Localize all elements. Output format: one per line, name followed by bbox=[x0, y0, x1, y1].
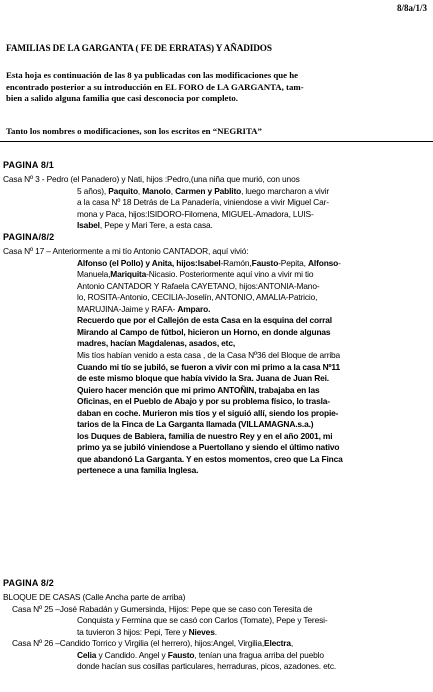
text-run: Antonio CANTADOR Y Rafaela CAYETANO, hijos:ANTONIA-Mano- bbox=[77, 280, 320, 291]
text-line bbox=[3, 174, 300, 184]
text-line bbox=[77, 304, 210, 314]
intro-paragraph bbox=[6, 70, 424, 105]
text-line bbox=[12, 604, 312, 614]
bold-text: Recuerdo que por el Callejón de esta Casa en la esquina del corral bbox=[77, 315, 332, 326]
text-line bbox=[77, 269, 313, 279]
text-run: -Ramón, bbox=[220, 257, 252, 268]
text-line bbox=[77, 385, 319, 395]
bold-text: Alfonso bbox=[308, 257, 339, 268]
bold-text: Mariquita bbox=[110, 269, 147, 280]
text-line bbox=[77, 209, 314, 219]
text-run: Casa Nº 25 –José Rabadán y Gumersinda, Hijos: Pepe que se caso con Teresita de bbox=[12, 603, 313, 614]
text-run: a la casa Nº 18 Detrás de La Panadería, viniendose a vivir Miguel Car- bbox=[77, 197, 329, 208]
page-number: 8/8a/1/3 bbox=[396, 3, 427, 13]
intro-line: bien a salido alguna familia que casi desconocia por completo. bbox=[6, 93, 238, 103]
text-line bbox=[77, 408, 338, 418]
text-line bbox=[77, 315, 332, 325]
intro-line: encontrado posterior a su introducción en EL FORO de LA GARGANTA, tam- bbox=[6, 81, 304, 92]
text-line bbox=[77, 627, 217, 637]
text-run: , luego marcharon a vivir bbox=[241, 185, 330, 196]
text-run: - bbox=[338, 257, 341, 268]
text-line bbox=[77, 650, 324, 660]
text-line bbox=[77, 292, 317, 302]
bold-text: Fausto bbox=[251, 257, 279, 268]
text-run: Casa Nº 26 –Candido Torrico y Virgilia (el herrero), hijos:Angel, Virgilia, bbox=[12, 638, 265, 649]
text-line bbox=[77, 362, 340, 372]
text-line bbox=[77, 258, 341, 268]
bold-text: Celia bbox=[77, 649, 97, 660]
text-line bbox=[77, 454, 343, 464]
text-run: Mis tíos habían venido a esta casa , de la Casa Nº36 del Bloque de arriba bbox=[77, 349, 341, 360]
section-heading: PAGINA 8/2 bbox=[3, 578, 55, 588]
text-run: ta tuvieron 3 hijos: Pepi, Tere y bbox=[77, 626, 189, 637]
text-run: Conquista y Fermina que se casó con Carlos (Tomate), Pepe y Teresi- bbox=[77, 615, 328, 626]
text-line bbox=[77, 373, 329, 383]
text-line bbox=[77, 281, 319, 291]
text-run: Manuela, bbox=[77, 269, 111, 280]
text-run: Casa Nº 3 - Pedro (el Panadero) y Nati, hijos :Pedro,(una niña que murió, con unos bbox=[3, 174, 300, 184]
text-line bbox=[77, 338, 235, 348]
text-run: MARUJINA-Jaime y RAFA- bbox=[77, 303, 178, 314]
bold-note: Tanto los nombres o modificaciones, son los escritos en “NEGRITA” bbox=[6, 126, 262, 136]
bold-text: madres, hacían Magdalenas, asados, etc, bbox=[77, 338, 235, 349]
text-line bbox=[77, 396, 330, 406]
text-line bbox=[77, 465, 198, 475]
bold-text: pertenece a una familia Inglesa. bbox=[77, 465, 199, 476]
bold-text: de este mismo bloque que había vivido la Sra. Juana de Juan Rei. bbox=[77, 373, 329, 384]
text-run: -Pepita, bbox=[278, 257, 309, 268]
text-line bbox=[77, 442, 339, 452]
bold-text: que abandonó La Garganta. Y en estos momentos, creo que La Finca bbox=[77, 453, 343, 464]
text-run: , bbox=[170, 185, 176, 196]
bold-text: Oficinas, en el Pueblo de Abajo y por su problema físico, lo trasla- bbox=[77, 396, 330, 407]
text-line bbox=[12, 638, 293, 648]
document-title: FAMILIAS DE LA GARGANTA ( FE DE ERRATAS) Y AÑADIDOS bbox=[6, 43, 272, 53]
bold-text: Manolo bbox=[142, 185, 171, 196]
text-line bbox=[77, 350, 340, 360]
section-heading: PAGINA/8/2 bbox=[3, 232, 55, 242]
text-run: y Candido. Angel y bbox=[96, 649, 168, 660]
bold-text: tarios de la Finca de La Garganta llamada (VILLAMAGNA.s.a.) bbox=[77, 419, 314, 430]
text-line bbox=[77, 419, 313, 429]
text-line bbox=[77, 615, 327, 625]
text-run: Casa Nº 17 – Anteriormente a mi tío Antonio CANTADOR, aquí vivió: bbox=[3, 246, 249, 256]
text-line bbox=[77, 327, 330, 337]
text-run: 5 años), bbox=[77, 185, 109, 196]
text-line bbox=[3, 246, 248, 256]
bold-text: Carmen y Pablito bbox=[175, 185, 242, 196]
bold-text: Quiero hacer mención que mi primo ANTOÑIN, trabajaba en las bbox=[77, 384, 320, 395]
bold-text: Fausto bbox=[167, 649, 195, 660]
text-line bbox=[77, 431, 332, 441]
text-run: , tenían una fragua arriba del pueblo bbox=[194, 649, 324, 660]
section-heading: PAGINA 8/1 bbox=[3, 160, 55, 170]
text-run: mona y Paca, hijos:ISIDORO-Filomena, MIGUEL-Amadora, LUIS- bbox=[77, 208, 314, 219]
text-line bbox=[77, 661, 336, 671]
intro-line: Esta hoja es continuación de las 8 ya publicadas con las modificaciones que he bbox=[6, 70, 299, 80]
bold-text: Alfonso (el Pollo) y Anita, hijos: bbox=[77, 257, 198, 268]
bold-text: los Duques de Babiera, familia de nuestro Rey y en el año 2001, mi bbox=[77, 430, 333, 441]
text-line bbox=[77, 186, 329, 196]
text-line bbox=[3, 592, 185, 602]
bold-text: Isabel bbox=[197, 257, 221, 268]
bold-text: Amparo. bbox=[177, 303, 211, 314]
text-line bbox=[77, 220, 213, 230]
bold-text: Isabel bbox=[77, 220, 100, 231]
text-run: donde hacían sus cosillas particulares, herraduras, picos, azadones. etc. bbox=[77, 661, 337, 672]
text-run: , Pepe y Mari Tere, a esta casa. bbox=[99, 220, 213, 231]
text-run: BLOQUE DE CASAS (Calle Ancha parte de arriba) bbox=[3, 592, 186, 602]
bold-text: Paquito bbox=[108, 185, 138, 196]
bold-text: Cuando mi tío se jubiló, se fueron a vivir con mi primo a la casa Nº11 bbox=[77, 361, 340, 372]
text-run: , bbox=[137, 185, 143, 196]
text-run: lo, ROSITA-Antonio, CECILIA-Joselín, ANTONIO, AMALIA-Patricio, bbox=[77, 292, 318, 303]
text-run: , bbox=[290, 638, 294, 649]
text-run: -Nicasio. Posteriormente aquí vino a vivir mi tio bbox=[146, 269, 314, 280]
bold-text: Electra bbox=[264, 638, 291, 649]
bold-text: daban en coche. Murieron mis tíos y el siguió allí, siendo los propie- bbox=[77, 407, 339, 418]
divider bbox=[0, 141, 433, 142]
text-run: . bbox=[214, 626, 217, 637]
text-line bbox=[77, 197, 329, 207]
bold-text: Mirando al Campo de fútbol, hicieron un Horno, en donde algunas bbox=[77, 326, 331, 337]
bold-text: Nieves bbox=[188, 626, 215, 637]
bold-text: primo ya se jubiló viniendose a Puertollano y siendo el último nativo bbox=[77, 442, 340, 453]
